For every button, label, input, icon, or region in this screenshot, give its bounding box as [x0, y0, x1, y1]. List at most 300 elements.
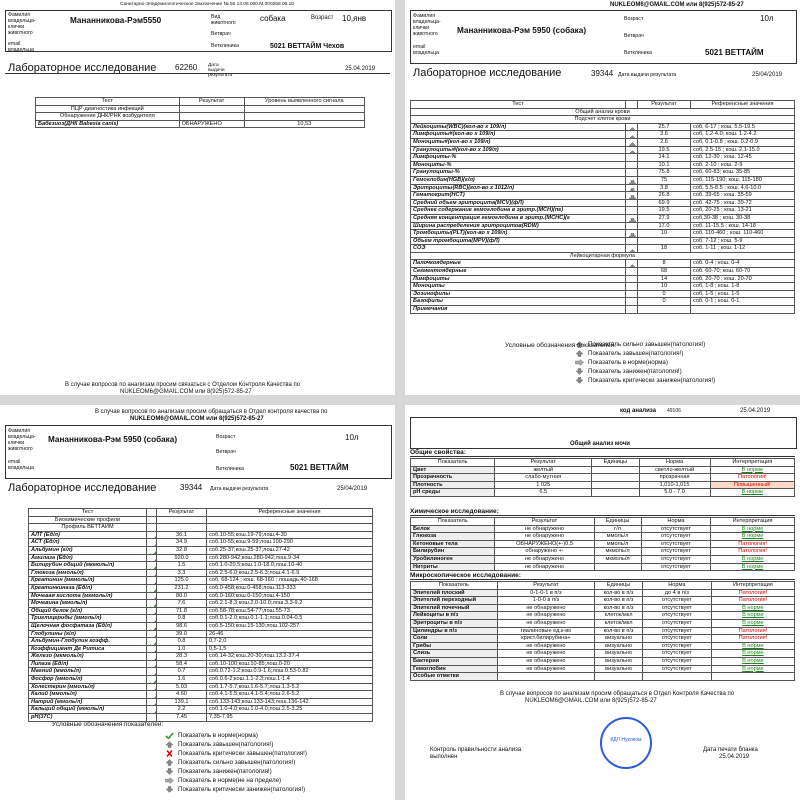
cell-test: Гемоглобин(HGB)(г/л)	[411, 176, 626, 184]
cell-result: 19.5	[638, 207, 691, 215]
cell-test: Билирубин общий (мкмоль/л)	[29, 562, 147, 570]
cell-unit: кол-во в п/з	[595, 604, 643, 612]
col-test: Тест	[36, 98, 180, 106]
code-label: код анализа	[620, 408, 657, 414]
table-row	[29, 683, 373, 691]
col-result: Результат	[179, 98, 244, 106]
cell-test: Натрий (ммоль/л)	[29, 698, 147, 706]
flag-cell	[626, 298, 638, 306]
table-row	[411, 176, 795, 184]
cell-result: гиалиновые ед.к-во	[497, 627, 595, 635]
cell-ref: 26-46	[207, 630, 373, 638]
cell-test: Ширина распределения эритроцитов(RDW)	[411, 222, 626, 230]
legend-text: Показатель завышен(патология!)	[588, 350, 684, 357]
cell-test: Базофилы	[411, 298, 626, 306]
cell-norm: отсутствует	[642, 597, 711, 605]
cell-unit: г/л	[594, 525, 641, 533]
cell-unit: визуально	[595, 657, 643, 665]
cell-test: Креатинин (мкмоль/л)	[29, 577, 147, 585]
cell-result: 5.03	[157, 683, 207, 691]
cell-result: 80.0	[157, 592, 207, 600]
arrow-down-icon	[626, 214, 638, 222]
age-label: Возраст	[311, 15, 334, 21]
legend-up-icon	[165, 759, 174, 766]
cell-ref: соб. 60-70; кош. 60-70	[691, 268, 795, 276]
cell-norm: 1,010-1,015	[639, 481, 710, 489]
legend-text: Показатель занижен(патология!)	[588, 368, 682, 375]
cell-result: 1.5	[157, 562, 207, 570]
legend-text: Показатель в норме(норма)	[178, 732, 258, 739]
vet-label: Ветврач	[211, 31, 231, 37]
cell-ref: соб. 42-75 ; кош. 39-72	[691, 199, 795, 207]
legend-text: Показатель сильно завышен(патология!)	[588, 341, 706, 348]
cell-ref: соб. 5.5-8.5 ; кош. 4.6-10.0	[691, 184, 795, 192]
flag-cell	[147, 714, 157, 722]
cell-test: Кальций общий (ммоль/л)	[29, 706, 147, 714]
table-row: Бабезиоз(ДНК Babesia canis) ОБНАРУЖЕНО 10,53	[36, 120, 365, 128]
cell-ref: соб. 1-8 ; кош. 1-8	[691, 283, 795, 291]
flag-cell	[626, 169, 638, 177]
table-row	[411, 275, 795, 283]
cell-name: Нитриты	[411, 563, 495, 571]
date-label: Дата выдачи результата	[618, 72, 677, 78]
cell-norm: светло-желтый	[639, 466, 710, 474]
cell-test: Сегментоядерные	[411, 268, 626, 276]
cell-name: Белок	[411, 525, 495, 533]
cell-result: не обнаружено	[495, 555, 594, 563]
table-row	[411, 604, 795, 612]
cell-result: 58.4	[157, 660, 207, 668]
arrow-up-icon	[626, 260, 638, 268]
check-icon	[147, 569, 157, 577]
cell-test: Триглицериды (ммоль/л)	[29, 615, 147, 623]
cell-test: АЛТ (Ед/л)	[29, 531, 147, 539]
cell-result: 8	[638, 260, 691, 268]
col-result: Результат	[638, 101, 691, 109]
cell-test: Моноциты-%	[411, 161, 626, 169]
section-title: Общий анализ крови	[411, 108, 795, 116]
cell-ref: соб. 0.1-0.8 ; кош. 0.2-0.9	[691, 138, 795, 146]
table-row	[411, 481, 795, 489]
cell-ref: соб.0-458;кош.0-458;лош.113-333	[207, 584, 373, 592]
check-icon	[147, 600, 157, 608]
arrow-down-icon	[626, 176, 638, 184]
table-row	[411, 597, 795, 605]
cell-result: 2.6	[638, 138, 691, 146]
code-value: 49106	[667, 408, 681, 414]
table-row	[29, 660, 373, 668]
cell-ref: соб.25-37;кош.25-37;лош.27-42	[207, 546, 373, 554]
table-row	[411, 237, 795, 245]
cell-result: не обнаружено	[497, 642, 595, 650]
cell-norm: 5.0 - 7.0	[639, 489, 710, 497]
cell-unit: мкмоль/л	[594, 555, 641, 563]
vet-label: Ветврач	[624, 33, 644, 39]
cell-test: СОЭ	[411, 245, 626, 253]
cell-norm: отсутствует	[642, 665, 711, 673]
owner-label: Фамилия владельца-клички животного	[413, 13, 441, 37]
col-header: Показатель	[411, 582, 498, 590]
cell-result: 0.8	[157, 615, 207, 623]
check-icon	[147, 622, 157, 630]
cell-name: Прозрачность	[411, 474, 495, 482]
arrow-down-icon	[626, 184, 638, 192]
cell-interp: В норме	[711, 642, 794, 650]
section-subtitle: Подсчет клеток крови	[411, 116, 795, 124]
cell-ref: соб.1.0-4.0;кош.1.0-4.0;лош.2.5-3.25	[207, 706, 373, 714]
cell-result: 14.1	[638, 154, 691, 162]
table-row	[411, 283, 795, 291]
cell-test: Глобулины (г/л)	[29, 630, 147, 638]
table-row	[29, 577, 373, 585]
table-row	[29, 653, 373, 661]
vet-label: Ветврач	[216, 449, 236, 455]
legend-right-icon	[575, 359, 584, 366]
cell-ref: соб. 20-25 ; кош. 13-21	[691, 207, 795, 215]
age-label: Возраст	[216, 434, 236, 440]
cell-test: Гранулоциты-%	[411, 169, 626, 177]
cell-result: 10	[638, 283, 691, 291]
clinic-label: Ветклиника	[216, 466, 244, 472]
col-header: Единицы	[594, 518, 641, 526]
arrow-up-icon	[626, 138, 638, 146]
cell-result: 27.9	[638, 214, 691, 222]
cell-result: 10.1	[638, 161, 691, 169]
check-icon	[147, 584, 157, 592]
report-title: Лабораторное исследование	[8, 62, 157, 74]
legend-title: Условные обозначения показателей:	[52, 721, 164, 728]
cell-result: 98.6	[157, 622, 207, 630]
cell-unit: клеток/мкл	[595, 612, 643, 620]
cell-result: 0.8	[157, 638, 207, 646]
check-icon	[147, 668, 157, 676]
table-row	[411, 555, 795, 563]
top-note: В случае вопросов по анализам просим обращаться в Отдел контроля качества по	[95, 409, 328, 415]
flag-cell	[626, 290, 638, 298]
cell-ref: соб.10-55;кош.19-79;лош.4-30	[207, 531, 373, 539]
age-value: 10л	[760, 14, 774, 23]
cell-ref: соб. 68-124 ; кош. 68-160 ; лошадь 40-168	[207, 577, 373, 585]
legend-text: Показатель в норме(не на пределе)	[178, 777, 282, 784]
col-header: Показатель	[411, 518, 495, 526]
flag-cell	[626, 283, 638, 291]
cell-result: 71.8	[157, 607, 207, 615]
cell-result: 10	[638, 230, 691, 238]
cell-result: не обнаружено	[495, 525, 594, 533]
clinic-label: Ветклиника	[211, 43, 239, 49]
table-row	[411, 222, 795, 230]
cell-test: pH(37C)	[29, 714, 147, 722]
section-title: Биохимические профили	[29, 516, 147, 524]
check-icon	[147, 698, 157, 706]
cell-result: 920.0	[157, 554, 207, 562]
legend-text: Показатель занижен(патология!)	[178, 768, 272, 775]
legend-item	[165, 785, 307, 794]
cell-ref: соб.2.1-8.3;кош.2.0-10.0;лош.3.3-9.2	[207, 600, 373, 608]
table-row	[411, 619, 795, 627]
cell-interp: В норме	[711, 555, 795, 563]
cell-name: Гемоглобин	[411, 665, 498, 673]
check-icon	[147, 660, 157, 668]
col-header: Интерпретация	[711, 582, 794, 590]
table-row	[411, 589, 795, 597]
cell-name: Бактерии	[411, 657, 498, 665]
cell-name: Цвет	[411, 466, 495, 474]
email-label: email владельца	[8, 41, 34, 53]
legend-up-icon	[575, 350, 584, 357]
cell-norm: отсутствует	[641, 533, 711, 541]
cell-test: Гематокрит(HCT)	[411, 192, 626, 200]
legend-text: Показатель в норме(норма)	[588, 359, 668, 366]
cell-result: 1.6	[157, 676, 207, 684]
table-row	[411, 260, 795, 268]
legend	[165, 731, 307, 794]
cell-test: Эозинофилы	[411, 290, 626, 298]
arrow-up-icon	[626, 123, 638, 131]
table-row	[29, 691, 373, 699]
report-number: 62260	[175, 63, 198, 72]
cell-ref: соб. 20-70 ; кош. 20-70	[691, 275, 795, 283]
legend-item	[165, 749, 307, 758]
cell-result: 6.5	[495, 489, 592, 497]
footer-note: В случае вопросов по анализам просим обращаться в Отдел Контроля Качества по	[500, 691, 735, 697]
check-icon	[147, 554, 157, 562]
cell-result: 3.8	[638, 184, 691, 192]
cell-ref: соб.58-78;кош.54-77;лош.55-73	[207, 607, 373, 615]
date-label: Дата выдачи результата	[210, 486, 269, 492]
cell-ref: 0,5-1,5	[207, 645, 373, 653]
legend-item	[575, 367, 715, 376]
cell-test: Амилаза (Ед/л)	[29, 554, 147, 562]
legend-text: Показатель критически занижен(патология!)	[178, 786, 306, 793]
cell-test: Моноциты	[411, 283, 626, 291]
check-icon	[147, 577, 157, 585]
divider	[5, 73, 390, 74]
cell-ref: соб. 2-10 ; кош. 2-9	[691, 161, 795, 169]
arrow-up-icon	[626, 245, 638, 253]
cell-result: крист.билирубина+	[497, 635, 595, 643]
cell-test: Лимфоциты	[411, 275, 626, 283]
email-label: email владельца	[413, 44, 439, 56]
cell-name: Эпителий переходный	[411, 597, 498, 605]
cell-name: Эпителий плоский	[411, 589, 498, 597]
table-row	[411, 290, 795, 298]
section-chem: Химическое исследование:	[410, 508, 795, 516]
check-icon	[147, 706, 157, 714]
arrow-down-icon	[626, 192, 638, 200]
cell-unit	[592, 466, 639, 474]
table-row	[411, 268, 795, 276]
cell-result: обнаружено +-	[495, 548, 594, 556]
section-subtitle: Профиль ВЕТТАЙМ	[29, 524, 147, 532]
cell-interp: Патология!	[711, 589, 794, 597]
table-row	[411, 199, 795, 207]
cell-ref: соб. 6-17 ; кош. 5.5-19.5	[691, 123, 795, 131]
col-test: Тест	[29, 509, 147, 517]
legend-down-icon	[165, 768, 174, 775]
flag-cell	[626, 237, 638, 245]
table-row	[29, 638, 373, 646]
cell-result: не обнаружено	[497, 650, 595, 658]
cell-norm: отсутствует	[641, 525, 711, 533]
table-row	[411, 657, 795, 665]
cell-interp: Патология!	[711, 627, 794, 635]
cell-result: 75.8	[638, 169, 691, 177]
patient-name: Мананникова-Рэм5550	[70, 16, 162, 25]
cell-result: не обнаружено	[497, 665, 595, 673]
cell-ref	[691, 306, 795, 314]
cell-unit: мкмоль/л	[594, 548, 641, 556]
table-row	[29, 622, 373, 630]
flag-cell	[626, 222, 638, 230]
cell-unit: ммоль/л	[594, 540, 641, 548]
cell-norm: отсутствует	[641, 548, 711, 556]
cell-norm: отсутствует	[642, 612, 711, 620]
cell-result: 139.1	[157, 698, 207, 706]
page-biochem-result	[0, 405, 395, 800]
date-label: Дата выдачи результата	[208, 63, 233, 78]
check-icon	[147, 676, 157, 684]
cell-test: Мочевая кислота (мкмоль/л)	[29, 592, 147, 600]
cell-unit	[595, 673, 643, 681]
legend-title: Условные обозначения показателей:	[505, 342, 617, 349]
check-icon	[147, 691, 157, 699]
cell-test: Альбумин-Глобулин коэфф.	[29, 638, 147, 646]
table-row	[411, 154, 795, 162]
cell-name: Билирубин	[411, 548, 495, 556]
cell-norm: отсутствует	[642, 604, 711, 612]
check-icon	[147, 645, 157, 653]
legend-item	[575, 358, 715, 367]
table-row	[29, 630, 373, 638]
cell-ref: соб. 2.5-15 ; кош. 2.1-15.0	[691, 146, 795, 154]
col-flag	[147, 509, 157, 517]
cell-interp	[711, 673, 794, 681]
cell-test: Гранулоциты#(кол-во х 109/л)	[411, 146, 626, 154]
table-row	[29, 706, 373, 714]
cell-norm: до 4 в п/з	[642, 589, 711, 597]
table-row: Обнаружение ДНК/РНК возбудителя	[36, 113, 365, 121]
cell-unit	[592, 489, 639, 497]
flag-cell	[626, 306, 638, 314]
cell-result: 19.5	[638, 146, 691, 154]
cell-test: Средняя концентрация гемоглобина в эритр.(MCHC)(г	[411, 214, 626, 222]
table-row	[411, 563, 795, 571]
cell-norm	[642, 673, 711, 681]
cell-test: Глюкоза (ммоль/л)	[29, 569, 147, 577]
legend-item	[165, 740, 307, 749]
cell-unit: визуально	[595, 635, 643, 643]
owner-label: Фамилия владельца-клички животного	[8, 12, 36, 36]
contact-line: NUKLEOM6@GMAIL.COM или 8(925)572-85-27	[610, 2, 744, 8]
legend-item	[165, 731, 307, 740]
table-row	[29, 714, 373, 722]
check-icon	[147, 546, 157, 554]
cell-interp: В норме	[711, 619, 794, 627]
section-micro: Микроскопическое исследование:	[410, 572, 795, 580]
stamp-text: КДЛ Нуклеом	[610, 737, 642, 743]
cell-result: 75	[638, 176, 691, 184]
cell-ref: соб.133-143;кош.133-143;лош.136-142	[207, 698, 373, 706]
cell-result: 0	[638, 290, 691, 298]
col-header: Норма	[641, 518, 711, 526]
biochem-table	[28, 508, 373, 722]
cell-name: Глюкоза	[411, 533, 495, 541]
cell-name: Соли	[411, 635, 498, 643]
flag-cell	[626, 199, 638, 207]
table-row	[411, 635, 795, 643]
page-cbc-result	[405, 0, 800, 395]
cell-test: Лейкоциты(WBC)(кол-во х 109/л)	[411, 123, 626, 131]
cell-test: Фосфор (ммоль/л)	[29, 676, 147, 684]
arrow-down-icon	[626, 230, 638, 238]
col-header: Результат	[495, 518, 594, 526]
col-header: Результат	[495, 459, 592, 467]
col-header: Показатель	[411, 459, 495, 467]
cell-test: Примечания	[411, 306, 626, 314]
cell-interp: В норме	[711, 525, 795, 533]
cell-norm: отсутствует	[642, 635, 711, 643]
table-row	[411, 184, 795, 192]
check-icon	[147, 539, 157, 547]
age-label: Возраст	[624, 16, 644, 22]
cell-ref: соб.1.7-5.7;кош.1.6-5.7;лош.1.3-5.2	[207, 683, 373, 691]
check-icon	[147, 592, 157, 600]
cell-result: 125.0	[157, 577, 207, 585]
legend-text: Показатель критически завышен(патология!)	[178, 750, 307, 757]
cell-result: 2.2	[157, 706, 207, 714]
table-row	[29, 600, 373, 608]
cell-test: Калий (ммоль/л)	[29, 691, 147, 699]
cell-ref: соб. 115-190; кош. 115-180	[691, 176, 795, 184]
cell-ref: соб. 0-1 ; кош. 0-1	[691, 298, 795, 306]
cell-result: 69.9	[638, 199, 691, 207]
age-value: 10л	[345, 433, 359, 442]
owner-label: Фамилия владельца-клички животного	[8, 428, 36, 452]
cell-ref: соб.0.1-2.0;кош.0.1-1.1;лош.0.04-0.5	[207, 615, 373, 623]
cell-ref: соб. 11-15.5 ; кош. 14-18	[691, 222, 795, 230]
cell-ref: соб. 7-12 ; кош. 5-9	[691, 237, 795, 245]
clinic-value: 5021 ВЕТТАЙМ Чехов	[270, 43, 345, 50]
legend-item	[165, 758, 307, 767]
legend-text: Показатель завышен(патология!)	[178, 741, 274, 748]
footer-contact: NUKLEOM6@GMAIL.COM или 8(925)572-85-27	[525, 698, 657, 704]
check-icon	[147, 638, 157, 646]
table-row	[411, 298, 795, 306]
cell-ref: соб. 1-11 ; кош. 1-12	[691, 245, 795, 253]
check-icon	[147, 607, 157, 615]
table-row	[411, 540, 795, 548]
legend-item	[165, 776, 307, 785]
micro-table	[410, 581, 795, 681]
cell-result: не обнаружено	[497, 612, 595, 620]
table-row	[29, 562, 373, 570]
cell-result: 39.0	[157, 630, 207, 638]
cell-ref: 7.35-7.95	[207, 714, 373, 722]
cell-ref: соб. 60-83; кош. 35-85	[691, 169, 795, 177]
cell-unit: визуально	[595, 642, 643, 650]
cell-norm: отсутствует	[642, 642, 711, 650]
table-row	[411, 131, 795, 139]
flag-cell	[626, 161, 638, 169]
col-header: Интерпретация	[710, 459, 794, 467]
cell-result: 14	[638, 275, 691, 283]
cell-result	[497, 673, 595, 681]
cell-test: Альбумин (г/л)	[29, 546, 147, 554]
table-row	[29, 546, 373, 554]
table-row	[29, 569, 373, 577]
cell-result: 18	[638, 245, 691, 253]
